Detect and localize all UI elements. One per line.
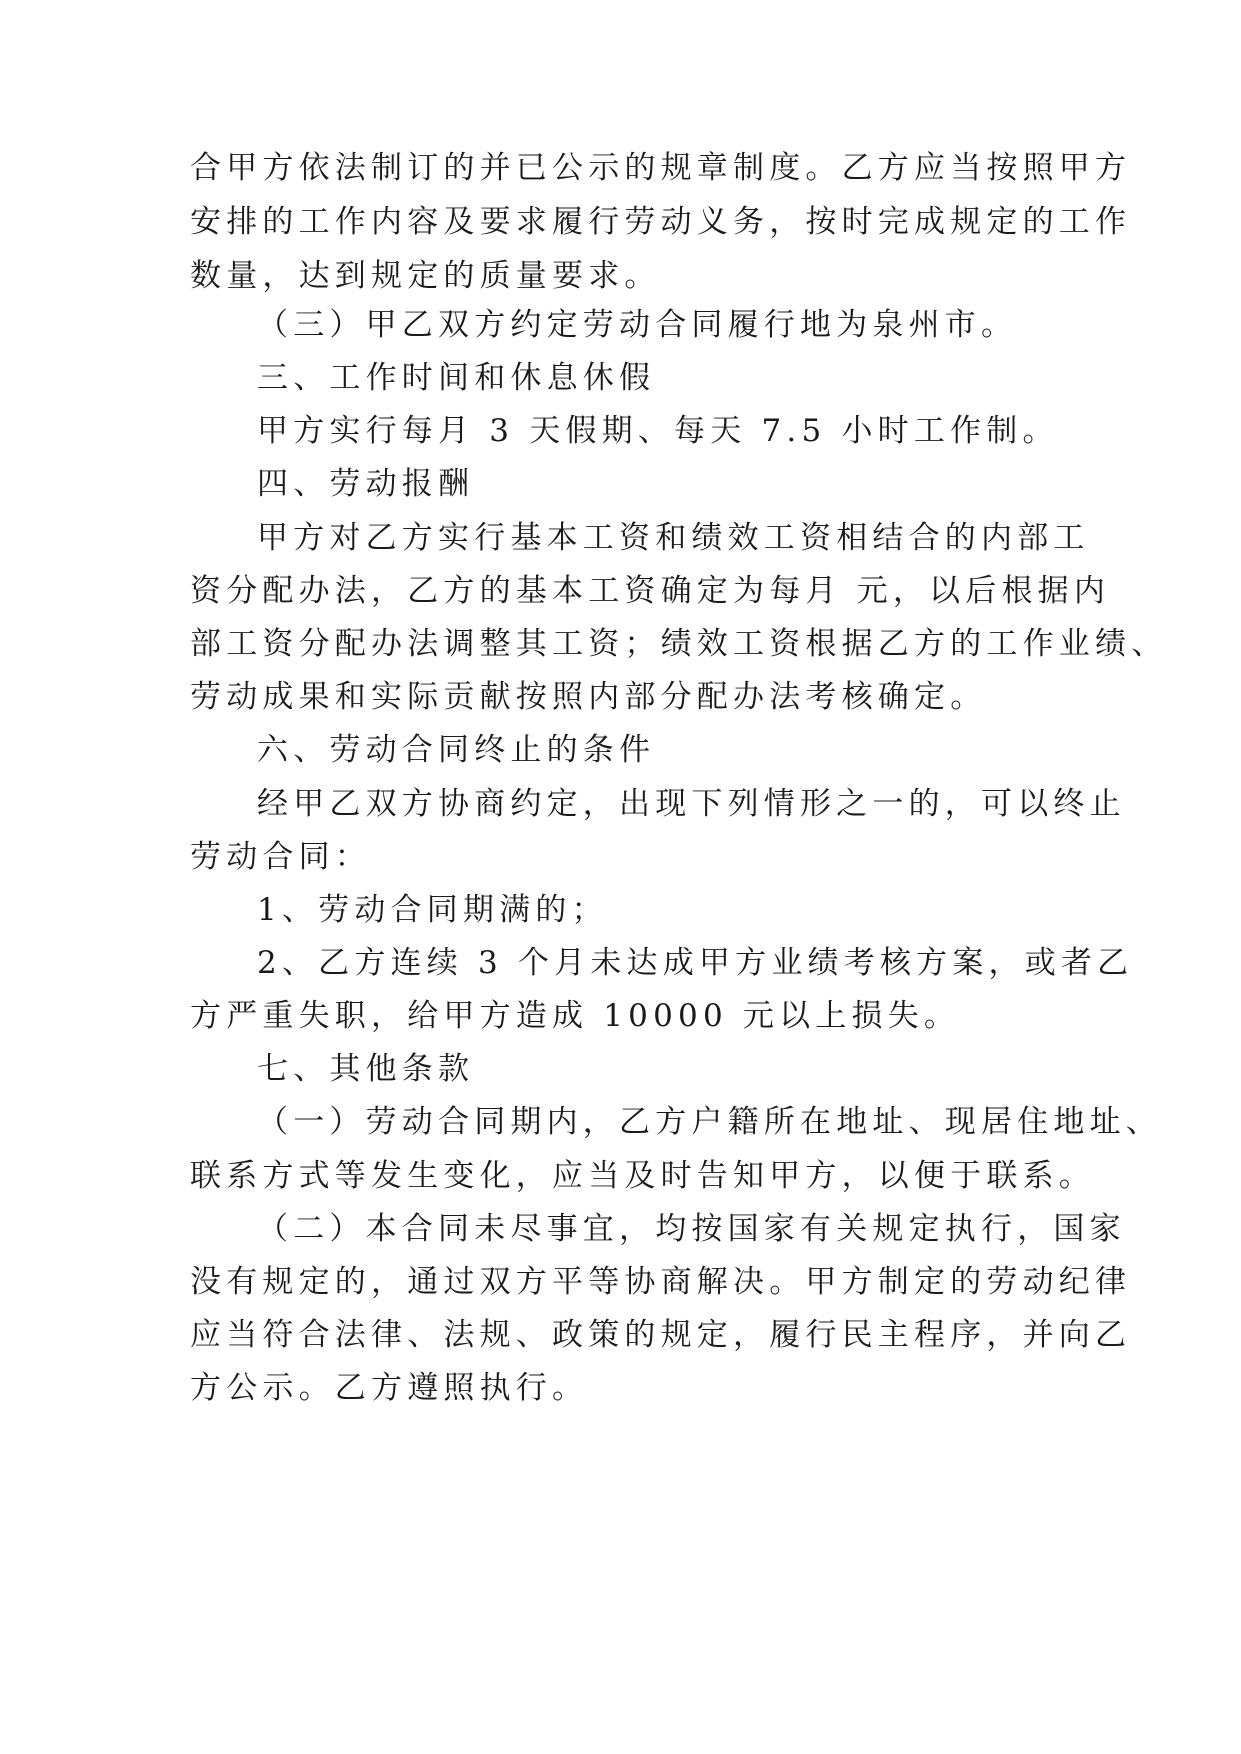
section-heading: 六、劳动合同终止的条件 [257,732,656,768]
section-heading: 七、其他条款 [257,1051,475,1087]
body-text-line: 没有规定的，通过双方平等协商解决。甲方制定的劳动纪律 [190,1264,1132,1300]
body-text-line: 联系方式等发生变化，应当及时告知甲方，以便于联系。 [190,1158,1095,1194]
body-text-line: 安排的工作内容及要求履行劳动义务，按时完成规定的工作 [190,204,1132,240]
clause-line: （二）本合同未尽事宜，均按国家有关规定执行，国家 [257,1211,1126,1247]
body-text-line: 劳动合同： [190,839,371,875]
body-text-line: 合甲方依法制订的并已公示的规章制度。乙方应当按照甲方 [190,150,1132,186]
body-text-line: 资分配办法，乙方的基本工资确定为每月 元，以后根据内 [190,573,1111,609]
body-text-line: 甲方对乙方实行基本工资和绩效工资相结合的内部工 [257,520,1090,556]
section-heading: 三、工作时间和休息休假 [257,360,656,396]
body-text-line: 经甲乙双方协商约定，出现下列情形之一的，可以终止 [257,786,1126,822]
body-text-line: 应当符合法律、法规、政策的规定，履行民主程序，并向乙 [190,1317,1132,1353]
clause-line: （一）劳动合同期内，乙方户籍所在地址、现居住地址、 [257,1104,1162,1140]
body-text-line: 甲方实行每月 3 天假期、每天 7.5 小时工作制。 [257,413,1059,449]
body-text-line: 方严重失职，给甲方造成 10000 元以上损失。 [190,998,961,1034]
clause-line: （三）甲乙双方约定劳动合同履行地为泉州市。 [257,307,1018,343]
body-text-line: 方公示。乙方遵照执行。 [190,1370,589,1406]
list-item: 1、劳动合同期满的； [257,892,608,928]
body-text-line: 数量，达到规定的质量要求。 [190,258,661,294]
body-text-line: 劳动成果和实际贡献按照内部分配办法考核确定。 [190,679,987,715]
list-item: 2、乙方连续 3 个月未达成甲方业绩考核方案，或者乙 [257,945,1134,981]
section-heading: 四、劳动报酬 [257,466,475,502]
body-text-line: 部工资分配办法调整其工资；绩效工资根据乙方的工作业绩、 [190,626,1168,662]
